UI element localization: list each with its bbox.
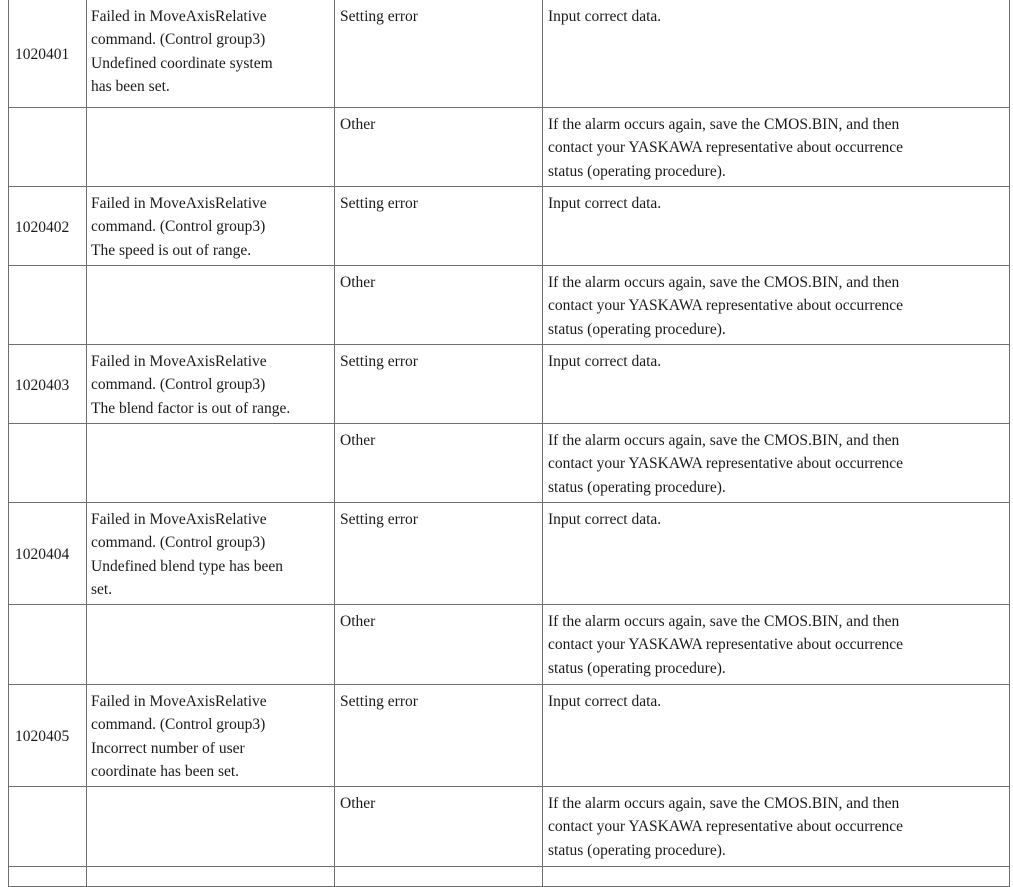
message-line: command. (Control group3): [91, 218, 266, 236]
remedy-line: status (operating procedure).: [548, 841, 726, 859]
table-row: [9, 503, 1010, 605]
remedy-cell: [543, 345, 1010, 424]
alarm-message: [87, 0, 335, 108]
alarm-message-empty: [87, 605, 335, 685]
remedy-line: If the alarm occurs again, save the CMOS.BIN, and then: [548, 795, 900, 812]
alarm-code-empty: [9, 266, 87, 345]
cause-cell: Setting error: [335, 187, 543, 266]
alarm-code-empty: [9, 424, 87, 503]
remedy-cell: [543, 187, 1010, 266]
alarm-message-empty: [87, 787, 335, 867]
alarm-message-empty: [87, 108, 335, 187]
remedy-cell: [543, 424, 1010, 503]
cause-cell: Other: [335, 266, 543, 345]
alarm-message-empty: [87, 867, 335, 887]
message-line: command. (Control group3): [91, 716, 266, 734]
remedy-line: Input correct data.: [548, 353, 662, 370]
message-line: command. (Control group3): [91, 534, 266, 552]
cause-cell: Setting error: [335, 0, 543, 108]
message-line: Failed in MoveAxisRelative: [91, 195, 267, 212]
cause-cell: Setting error: [335, 503, 543, 605]
alarm-message: [87, 685, 335, 787]
remedy-line: If the alarm occurs again, save the CMOS.BIN, and then: [548, 274, 900, 291]
cause-cell: Setting error: [335, 345, 543, 424]
alarm-code-empty: [9, 605, 87, 685]
message-line: set.: [91, 580, 113, 598]
remedy-cell: [543, 108, 1010, 187]
alarm-code-empty: [9, 787, 87, 867]
remedy-empty: [543, 867, 1010, 887]
alarm-code: 1020401: [9, 0, 87, 108]
cause-cell: Setting error: [335, 685, 543, 787]
message-line: Failed in MoveAxisRelative: [91, 8, 267, 25]
alarm-code: 1020402: [9, 187, 87, 266]
message-line: The blend factor is out of range.: [91, 399, 291, 417]
table-row: [9, 0, 1010, 108]
remedy-line: Input correct data.: [548, 693, 662, 710]
remedy-line: status (operating procedure).: [548, 320, 726, 338]
table-row: [9, 605, 1010, 685]
alarm-code-empty: [9, 108, 87, 187]
remedy-cell: [543, 605, 1010, 685]
alarm-code-empty: [9, 867, 87, 887]
message-line: Failed in MoveAxisRelative: [91, 353, 267, 370]
alarm-table-wrapper: [8, 0, 1009, 887]
message-line: Incorrect number of user: [91, 739, 245, 757]
alarm-code: 1020403: [9, 345, 87, 424]
remedy-line: contact your YASKAWA representative about occurrence: [548, 818, 903, 836]
remedy-line: If the alarm occurs again, save the CMOS.BIN, and then: [548, 432, 900, 449]
message-line: coordinate has been set.: [91, 762, 240, 780]
alarm-message: [87, 187, 335, 266]
remedy-cell: [543, 0, 1010, 108]
remedy-line: status (operating procedure).: [548, 162, 726, 180]
remedy-line: Input correct data.: [548, 195, 662, 212]
message-line: Failed in MoveAxisRelative: [91, 511, 267, 528]
remedy-line: If the alarm occurs again, save the CMOS.BIN, and then: [548, 116, 900, 133]
table-row: [9, 424, 1010, 503]
remedy-line: contact your YASKAWA representative about occurrence: [548, 297, 903, 315]
message-line: command. (Control group3): [91, 376, 266, 394]
cause-cell: Other: [335, 424, 543, 503]
message-line: Undefined blend type has been: [91, 557, 283, 575]
message-line: has been set.: [91, 77, 170, 95]
remedy-line: status (operating procedure).: [548, 659, 726, 677]
remedy-cell: [543, 685, 1010, 787]
cause-cell: Other: [335, 108, 543, 187]
cause-empty: [335, 867, 543, 887]
table-row: [9, 187, 1010, 266]
message-line: Undefined coordinate system: [91, 54, 273, 72]
table-row: [9, 685, 1010, 787]
remedy-cell: [543, 266, 1010, 345]
table-row: [9, 266, 1010, 345]
remedy-cell: [543, 503, 1010, 605]
cause-cell: Other: [335, 605, 543, 685]
message-line: Failed in MoveAxisRelative: [91, 693, 267, 710]
message-line: command. (Control group3): [91, 31, 266, 49]
alarm-code: 1020404: [9, 503, 87, 605]
remedy-line: Input correct data.: [548, 511, 662, 528]
alarm-message: [87, 503, 335, 605]
remedy-line: contact your YASKAWA representative about occurrence: [548, 139, 903, 157]
table-row: [9, 108, 1010, 187]
table-row: [9, 787, 1010, 867]
remedy-line: contact your YASKAWA representative about occurrence: [548, 455, 903, 473]
alarm-message-empty: [87, 266, 335, 345]
cause-cell: Other: [335, 787, 543, 867]
remedy-line: contact your YASKAWA representative about occurrence: [548, 636, 903, 654]
alarm-message-empty: [87, 424, 335, 503]
alarm-message: [87, 345, 335, 424]
alarm-code: 1020405: [9, 685, 87, 787]
remedy-line: If the alarm occurs again, save the CMOS.BIN, and then: [548, 613, 900, 630]
alarm-table: [8, 0, 1010, 887]
remedy-cell: [543, 787, 1010, 867]
remedy-line: status (operating procedure).: [548, 478, 726, 496]
remedy-line: Input correct data.: [548, 8, 662, 25]
table-row: [9, 867, 1010, 887]
table-row: [9, 345, 1010, 424]
message-line: The speed is out of range.: [91, 241, 252, 259]
